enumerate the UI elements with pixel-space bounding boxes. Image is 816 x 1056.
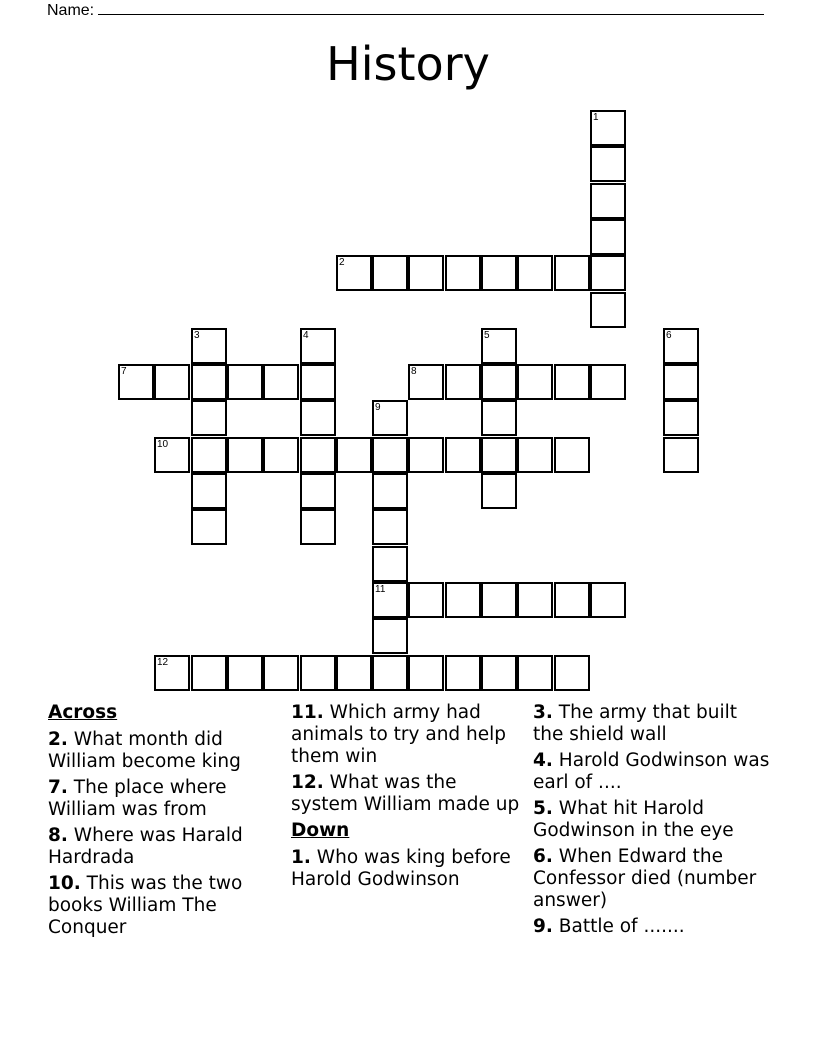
crossword-cell[interactable] xyxy=(154,437,190,473)
crossword-cell[interactable] xyxy=(372,546,408,582)
crossword-cell[interactable] xyxy=(554,582,590,618)
crossword-cell[interactable] xyxy=(481,655,517,691)
clue-text: What was the system William made up xyxy=(291,772,520,815)
clue-number: 11 xyxy=(291,702,317,723)
crossword-cell[interactable] xyxy=(191,364,227,400)
crossword-cell[interactable] xyxy=(663,437,699,473)
clue-column-2 xyxy=(291,702,523,895)
crossword-cell[interactable] xyxy=(663,328,699,364)
crossword-cell[interactable] xyxy=(590,219,626,255)
crossword-cell[interactable] xyxy=(517,582,553,618)
clue-text: Harold Godwinson was earl of .... xyxy=(533,750,770,793)
crossword-cell[interactable] xyxy=(554,655,590,691)
crossword-cell[interactable] xyxy=(336,655,372,691)
clue-column-3 xyxy=(533,702,773,942)
crossword-cell[interactable] xyxy=(336,255,372,291)
page-title: History xyxy=(326,37,490,91)
crossword-cell[interactable] xyxy=(590,364,626,400)
crossword-cell[interactable] xyxy=(372,582,408,618)
clue-down-5: 5. What hit Harold Godwinson in the eye xyxy=(533,798,734,841)
crossword-cell[interactable] xyxy=(300,364,336,400)
crossword-cell[interactable] xyxy=(227,437,263,473)
crossword-cell[interactable] xyxy=(372,473,408,509)
clue-text: When Edward the Confessor died (number answer) xyxy=(533,846,757,911)
down-heading: Down xyxy=(291,820,350,841)
clue-number: 9 xyxy=(533,916,546,937)
crossword-cell[interactable] xyxy=(481,255,517,291)
clue-text: Battle of ....... xyxy=(558,916,685,937)
crossword-cell[interactable] xyxy=(590,183,626,219)
clue-text: What hit Harold Godwinson in the eye xyxy=(533,798,734,841)
crossword-cell[interactable] xyxy=(481,364,517,400)
clue-column-1 xyxy=(48,702,278,943)
crossword-cell[interactable] xyxy=(554,255,590,291)
crossword-cell[interactable] xyxy=(191,655,227,691)
crossword-cell[interactable] xyxy=(481,582,517,618)
crossword-cell[interactable] xyxy=(408,655,444,691)
crossword-cell[interactable] xyxy=(663,364,699,400)
clue-number: 2 xyxy=(48,729,61,750)
cell-number: 3 xyxy=(194,330,200,341)
clue-number: 4 xyxy=(533,750,546,771)
crossword-cell[interactable] xyxy=(300,400,336,436)
cell-number: 2 xyxy=(339,257,345,268)
crossword-cell[interactable] xyxy=(263,364,299,400)
crossword-cell[interactable] xyxy=(154,364,190,400)
crossword-cell[interactable] xyxy=(336,437,372,473)
crossword-cell[interactable] xyxy=(191,437,227,473)
crossword-cell[interactable] xyxy=(554,364,590,400)
clue-number: 8 xyxy=(48,825,61,846)
crossword-cell[interactable] xyxy=(481,437,517,473)
clue-across-7: 7. The place where William was from xyxy=(48,777,227,820)
crossword-cell[interactable] xyxy=(481,473,517,509)
clue-number: 12 xyxy=(291,772,317,793)
crossword-cell[interactable] xyxy=(445,255,481,291)
clue-text: Where was Harald Hardrada xyxy=(48,825,243,868)
crossword-cell[interactable] xyxy=(118,364,154,400)
clue-number: 10 xyxy=(48,873,74,894)
crossword-cell[interactable] xyxy=(481,328,517,364)
crossword-cell[interactable] xyxy=(300,328,336,364)
clue-number: 1 xyxy=(291,847,304,868)
crossword-cell[interactable] xyxy=(408,364,444,400)
crossword-cell[interactable] xyxy=(408,582,444,618)
cell-number: 5 xyxy=(484,330,490,341)
crossword-cell[interactable] xyxy=(372,655,408,691)
cell-number: 6 xyxy=(666,330,672,341)
crossword-cell[interactable] xyxy=(263,437,299,473)
crossword-cell[interactable] xyxy=(372,618,408,654)
crossword-cell[interactable] xyxy=(590,292,626,328)
cell-number: 4 xyxy=(303,330,309,341)
crossword-cell[interactable] xyxy=(481,400,517,436)
crossword-cell[interactable] xyxy=(445,437,481,473)
clue-text: What month did William become king xyxy=(48,729,241,772)
cell-number: 11 xyxy=(375,584,386,595)
crossword-cell[interactable] xyxy=(663,400,699,436)
cell-number: 10 xyxy=(157,439,169,450)
crossword-cell[interactable] xyxy=(227,655,263,691)
crossword-cell[interactable] xyxy=(517,655,553,691)
crossword-cell[interactable] xyxy=(191,473,227,509)
crossword-cell[interactable] xyxy=(445,655,481,691)
crossword-cell[interactable] xyxy=(300,509,336,545)
crossword-cell[interactable] xyxy=(445,582,481,618)
clue-down-3: 3. The army that built the shield wall xyxy=(533,702,738,745)
clue-down-4: 4. Harold Godwinson was earl of .... xyxy=(533,750,770,793)
cell-number: 12 xyxy=(157,657,169,668)
clue-number: 5 xyxy=(533,798,546,819)
clue-down-1: 1. Who was king before Harold Godwinson xyxy=(291,847,511,890)
crossword-cell[interactable] xyxy=(300,473,336,509)
crossword-cell[interactable] xyxy=(300,437,336,473)
crossword-cell[interactable] xyxy=(300,655,336,691)
crossword-cell[interactable] xyxy=(590,255,626,291)
clue-across-11: 11. Which army had animals to try and help them win xyxy=(291,702,507,767)
crossword-cell[interactable] xyxy=(590,146,626,182)
clue-text: This was the two books William The Conquer xyxy=(48,873,243,938)
clue-down-9: 9. Battle of ....... xyxy=(533,916,685,937)
clue-across-10: 10. This was the two books William The Conquer xyxy=(48,873,243,938)
clue-down-6: 6. When Edward the Confessor died (number answer) xyxy=(533,846,757,911)
crossword-cell[interactable] xyxy=(408,255,444,291)
crossword-cell[interactable] xyxy=(191,400,227,436)
cell-number: 8 xyxy=(411,366,417,377)
crossword-cell[interactable] xyxy=(517,437,553,473)
clue-across-12: 12. What was the system William made up xyxy=(291,772,520,815)
clue-text: Which army had animals to try and help them win xyxy=(291,702,507,767)
crossword-cell[interactable] xyxy=(372,400,408,436)
crossword-cell[interactable] xyxy=(590,110,626,146)
crossword-cell[interactable] xyxy=(372,509,408,545)
clue-across-8: 8. Where was Harald Hardrada xyxy=(48,825,243,868)
crossword-cell[interactable] xyxy=(408,437,444,473)
clue-text: The army that built the shield wall xyxy=(533,702,738,745)
clue-text: Who was king before Harold Godwinson xyxy=(291,847,511,890)
crossword-cell[interactable] xyxy=(590,582,626,618)
crossword-cell[interactable] xyxy=(445,364,481,400)
crossword-cell[interactable] xyxy=(517,255,553,291)
crossword-cell[interactable] xyxy=(372,437,408,473)
crossword-cell[interactable] xyxy=(191,509,227,545)
crossword-cell[interactable] xyxy=(372,255,408,291)
across-heading: Across xyxy=(48,702,118,723)
clue-number: 3 xyxy=(533,702,546,723)
crossword-cell[interactable] xyxy=(227,364,263,400)
cell-number: 1 xyxy=(593,112,599,123)
crossword-cell[interactable] xyxy=(191,328,227,364)
crossword-cell[interactable] xyxy=(554,437,590,473)
crossword-cell[interactable] xyxy=(263,655,299,691)
clue-number: 6 xyxy=(533,846,546,867)
clue-number: 7 xyxy=(48,777,61,798)
cell-number: 7 xyxy=(121,366,127,377)
clue-across-2: 2. What month did William become king xyxy=(48,729,241,772)
clue-text: The place where William was from xyxy=(48,777,227,820)
name-label: Name: xyxy=(47,2,95,19)
crossword-cell[interactable] xyxy=(517,364,553,400)
crossword-cell[interactable] xyxy=(154,655,190,691)
cell-number: 9 xyxy=(375,402,381,413)
